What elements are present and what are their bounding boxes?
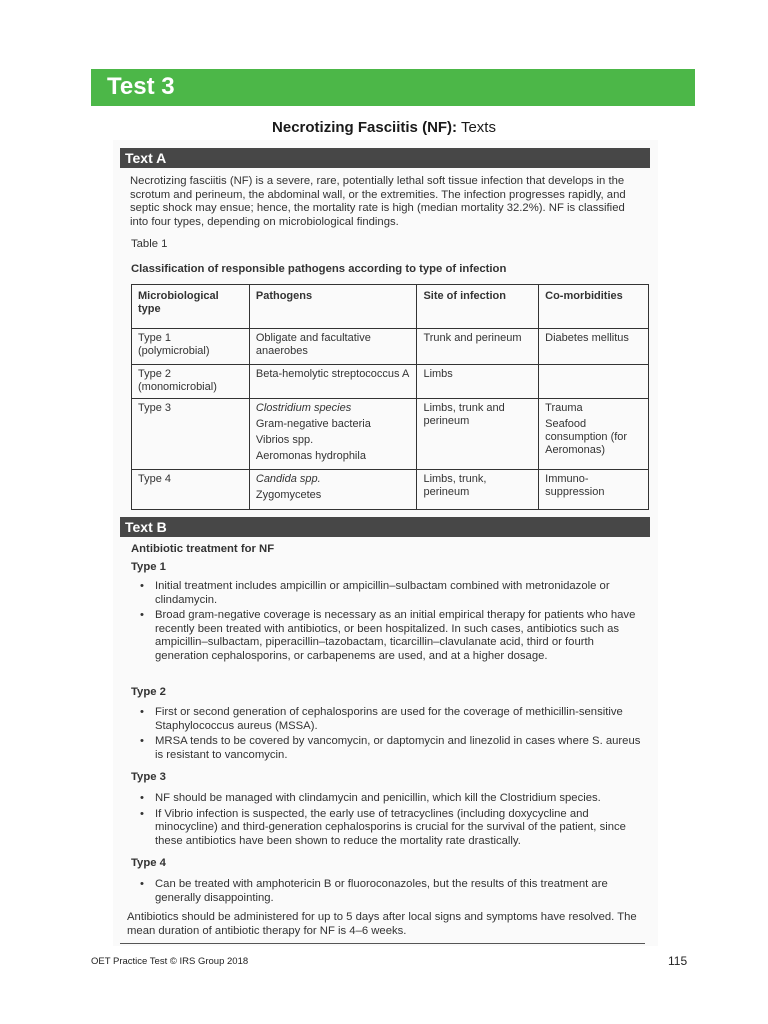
text-a-header [120, 148, 650, 168]
table-cell-comorbidities [539, 365, 649, 399]
pathogen-table [131, 284, 649, 510]
table-cell-type: Type 1 (polymicrobial) [132, 329, 250, 365]
table-cell-site: Limbs, trunk, perineum [417, 470, 539, 510]
pathogen-item: Vibrios spp. [255, 434, 314, 446]
table-cell-type: Type 2 (monomicrobial) [132, 365, 250, 399]
table-header-row [132, 285, 649, 329]
table-cell-comorbidities [539, 399, 649, 470]
table-cell-site: Limbs [417, 365, 539, 399]
text-b-header [120, 517, 650, 537]
table-cell-comorbidities [539, 329, 649, 365]
comorbidity-item: Diabetes mellitus [545, 332, 629, 344]
pathogen-item: Aeromonas hydrophila [255, 450, 366, 462]
text-b-title: Antibiotic treatment for NF [131, 543, 275, 555]
table-cell-site: Limbs, trunk and perineum [417, 399, 539, 470]
list-item: • MRSA tends to be covered by vancomycin, or daptomycin and linezolid in cases where S. aureus is resistant to vancomycin. [130, 735, 648, 762]
table-cell-pathogens [249, 365, 417, 399]
pathogen-item: Obligate and facultative anaerobes [255, 332, 371, 357]
table-cell-pathogens [249, 399, 417, 470]
type3-bullets [130, 792, 648, 850]
pathogen-item: Clostridium species [255, 402, 352, 414]
type2-bullets [130, 706, 648, 764]
list-item: • Initial treatment includes ampicillin or ampicillin–sulbactam combined with metronidazole or clindamycin. [130, 580, 648, 607]
table-cell-comorbidities [539, 470, 649, 510]
table-row [132, 470, 649, 510]
document-title [0, 119, 768, 136]
comorbidity-item: Trauma [545, 402, 583, 414]
table-cell-site: Trunk and perineum [417, 329, 539, 365]
text-b-closing: Antibiotics should be administered for up to 5 days after local signs and symptoms have resolved. The mean duration of antibiotic therapy for NF is 4–6 weeks. [127, 911, 637, 937]
list-item: • First or second generation of cephalosporins are used for the coverage of methicillin-sensitive Staphylococcus aureus (MSSA). [130, 706, 648, 733]
list-item: • If Vibrio infection is suspected, the early use of tetracyclines (including doxycycline and minocycline) and third-generation cephalosporins is crucial for the survival of the patient, since these antibiotics have been shown to reduce the mortality rate drastically. [130, 808, 648, 849]
type2-label: Type 2 [131, 686, 166, 698]
page-number: 115 [668, 954, 688, 968]
test-title: Test 3 [107, 73, 175, 100]
type4-label: Type 4 [131, 857, 166, 869]
bottom-rule [120, 943, 645, 944]
document-title-main: Necrotizing Fasciitis (NF): [272, 119, 458, 136]
table-caption: Classification of responsible pathogens according to type of infection [131, 263, 507, 275]
document-title-suffix: Texts [457, 119, 496, 136]
test-banner [91, 69, 695, 106]
comorbidity-item: Seafood consumption (for Aeromonas) [545, 418, 628, 456]
table-header-cell: Microbiological type [132, 285, 250, 329]
list-item: • Broad gram-negative coverage is necessary as an initial empirical therapy for patients who have recently been treated with antibiotics, or been hospitalized. In such cases, antibiotics such as ampicillin–sulbactam, piperacillin–tazobactam, ticarcillin–clavulanate acid, third or fourth generation cephalosporins, or carbapenems are used, and at a higher dosage. [130, 609, 648, 663]
table-header-cell: Co-morbidities [539, 285, 649, 329]
text-b-header-label: Text B [125, 519, 167, 535]
table-header-cell: Site of infection [417, 285, 539, 329]
table-row [132, 365, 649, 399]
list-item: • NF should be managed with clindamycin and penicillin, which kill the Clostridium species. [130, 792, 648, 806]
text-a-intro: Necrotizing fasciitis (NF) is a severe, rare, potentially lethal soft tissue infection that develops in the scrotum and perineum, the abdominal wall, or the extremities. The infection progresses rapidly, and septic shock may ensue; hence, the mortality rate is high (median mortality 32.2%). NF is classified into four types, depending on microbiological findings. [130, 175, 626, 228]
pathogen-item: Gram-negative bacteria [255, 418, 371, 430]
table-row [132, 399, 649, 470]
type1-bullets [130, 580, 648, 666]
table-cell-type: Type 4 [132, 470, 250, 510]
footer-copyright: OET Practice Test © IRS Group 2018 [91, 956, 249, 967]
text-a-header-label: Text A [125, 150, 167, 166]
comorbidity-item: Immuno-suppression [545, 473, 605, 498]
table-cell-pathogens [249, 470, 417, 510]
pathogen-item: Zygomycetes [255, 489, 322, 501]
pathogen-item: Candida spp. [255, 473, 321, 485]
table-cell-pathogens [249, 329, 417, 365]
table-row [132, 329, 649, 365]
type4-bullets [130, 878, 648, 907]
table-label: Table 1 [131, 238, 168, 250]
list-item: • Can be treated with amphotericin B or fluoroconazoles, but the results of this treatment are generally disappointing. [130, 878, 648, 905]
pathogen-item: Beta-hemolytic streptococcus A [255, 368, 410, 380]
table-cell-type: Type 3 [132, 399, 250, 470]
type1-label: Type 1 [131, 561, 166, 573]
type3-label: Type 3 [131, 771, 166, 783]
table-header-cell: Pathogens [249, 285, 417, 329]
